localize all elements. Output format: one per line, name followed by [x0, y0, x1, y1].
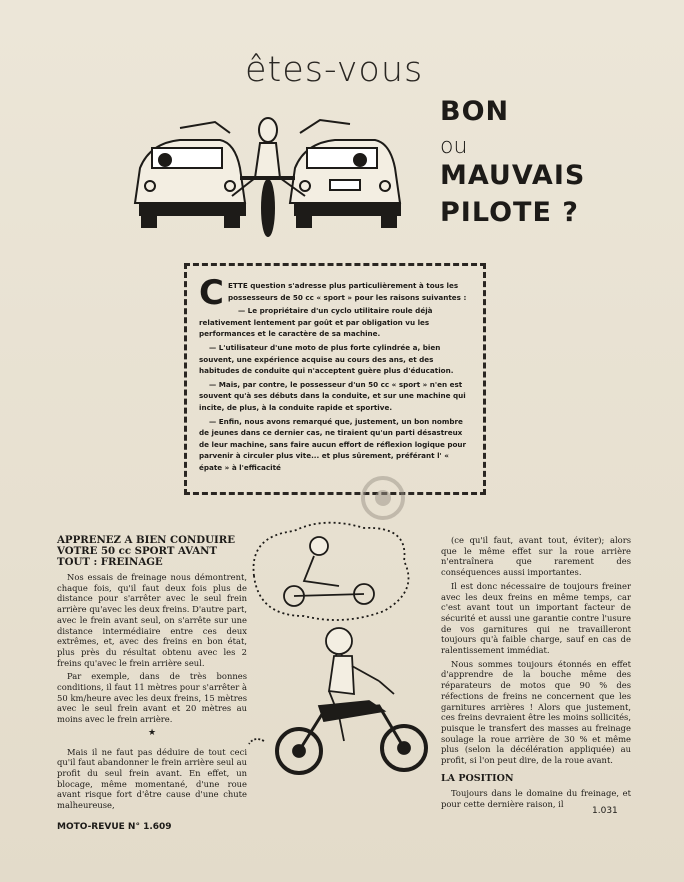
- col3-paragraph-4: Toujours dans le domaine du freinage, et pour cette dernière raison, il: [441, 788, 631, 810]
- position-heading: LA POSITION: [441, 772, 514, 784]
- traffic-illustration: [120, 108, 420, 248]
- page-number: 1.031: [592, 806, 618, 816]
- headline-pilote: PILOTE ?: [440, 197, 579, 228]
- col1-paragraph-3: Mais il ne faut pas déduire de tout ceci qu'il faut abandonner le frein arrière seul au profit du seul frein avant. En effet, un blocage, même momentané, d'une roue avant risque fort d'être cause d'une chute malheureuse,: [57, 746, 247, 811]
- column-right: [441, 535, 631, 813]
- column-left: [57, 535, 247, 814]
- intro-box: [184, 263, 486, 495]
- intro-paragraph-2: — Le propriétaire d'un cyclo utilitaire roule déjà relativement lentement par goût et par obligation vu les performances et le caractère de sa machine.: [199, 306, 433, 339]
- headline-bon: BON: [440, 96, 510, 127]
- intro-paragraph-1: ETTE question s'adresse plus particulièrement à tous les possesseurs de 50 cc « sport » pour les raisons suivantes :: [227, 281, 467, 302]
- intro-paragraph-5: — Enfin, nous avons remarqué que, justement, un bon nombre de jeunes dans ce dernier cas, ne tiraient qu'un parti désastreux de leur machine, sans faire aucun effort de réflexion logique pour parvenir à circuler plus vite... et plus sûrement, préférant l' « épate » à l'efficacité: [199, 416, 467, 472]
- intro-paragraph-4: — Mais, par contre, le possesseur d'un 50 cc « sport » n'en est souvent qu'à ses débuts dans la conduite, et sur une machine qui incite, de plus, à la conduite rapide et sportive.: [199, 379, 466, 412]
- col3-paragraph-3: Nous sommes toujours étonnés en effet d'apprendre de la bouche même des réparateurs de motos que 90 % des réfections de freins ne concernent que les garnitures arrières ! Alors que justement, ces freins devraient être les moins sollicités, puisque le transfert des masses au freinage soulage la roue arrière de 30 % et même plus (selon la décélération appliquée) au profit, si l'on peut dire, de la roue avant.: [441, 658, 631, 766]
- braking-heading: APPRENEZ A BIEN CONDUIRE VOTRE 50 cc SPORT AVANT TOUT : FREINAGE: [57, 534, 235, 568]
- intro-dropcap: C: [199, 273, 224, 313]
- col1-paragraph-2: Par exemple, dans de très bonnes conditions, il faut 11 mètres pour s'arrêter à 50 km/heure avec les deux freins, 15 mètres avec le seul frein avant et 20 mètres au moins avec le frein arrière.: [57, 671, 247, 725]
- headline-ou: ou: [440, 134, 468, 159]
- rider-illustration: [244, 516, 440, 806]
- col3-paragraph-1: (ce qu'il faut, avant tout, éviter); alors que le même effet sur la roue arrière n'entraînera que rarement des conséquences aussi importantes.: [441, 535, 631, 578]
- magazine-issue: MOTO-REVUE N° 1.609: [57, 822, 172, 832]
- headline-mauvais: MAUVAIS: [440, 160, 586, 191]
- star-separator: ★: [147, 727, 157, 738]
- col3-paragraph-2: Il est donc nécessaire de toujours freiner avec les deux freins en même temps, car c'est avant tout un important facteur de sécurité et aussi une garantie contre l'usure de vos garnitures qui ne travailleront toujours qu'à faible charge, sauf en cas de ralentissement immédiat.: [441, 580, 631, 656]
- col1-paragraph-1: Nos essais de freinage nous démontrent, chaque fois, qu'il faut deux fois plus de distance pour s'arrêter avec le seul frein arrière qu'avec les deux freins. D'autre part, avec le frein avant seul, on s'arrête sur une distance intermédiaire entre ces deux extrêmes, et, avec des freins en bon état, plus près du résultat obtenu avec les 2 freins qu'avec le frein arrière seul.: [57, 572, 247, 668]
- headline-line1: êtes-vous: [245, 50, 424, 90]
- intro-paragraph-3: — L'utilisateur d'une moto de plus forte cylindrée a, bien souvent, une expérience acquise au cours des ans, et des habitudes de conduite qui n'acceptent guère plus d'éducation.: [199, 342, 454, 376]
